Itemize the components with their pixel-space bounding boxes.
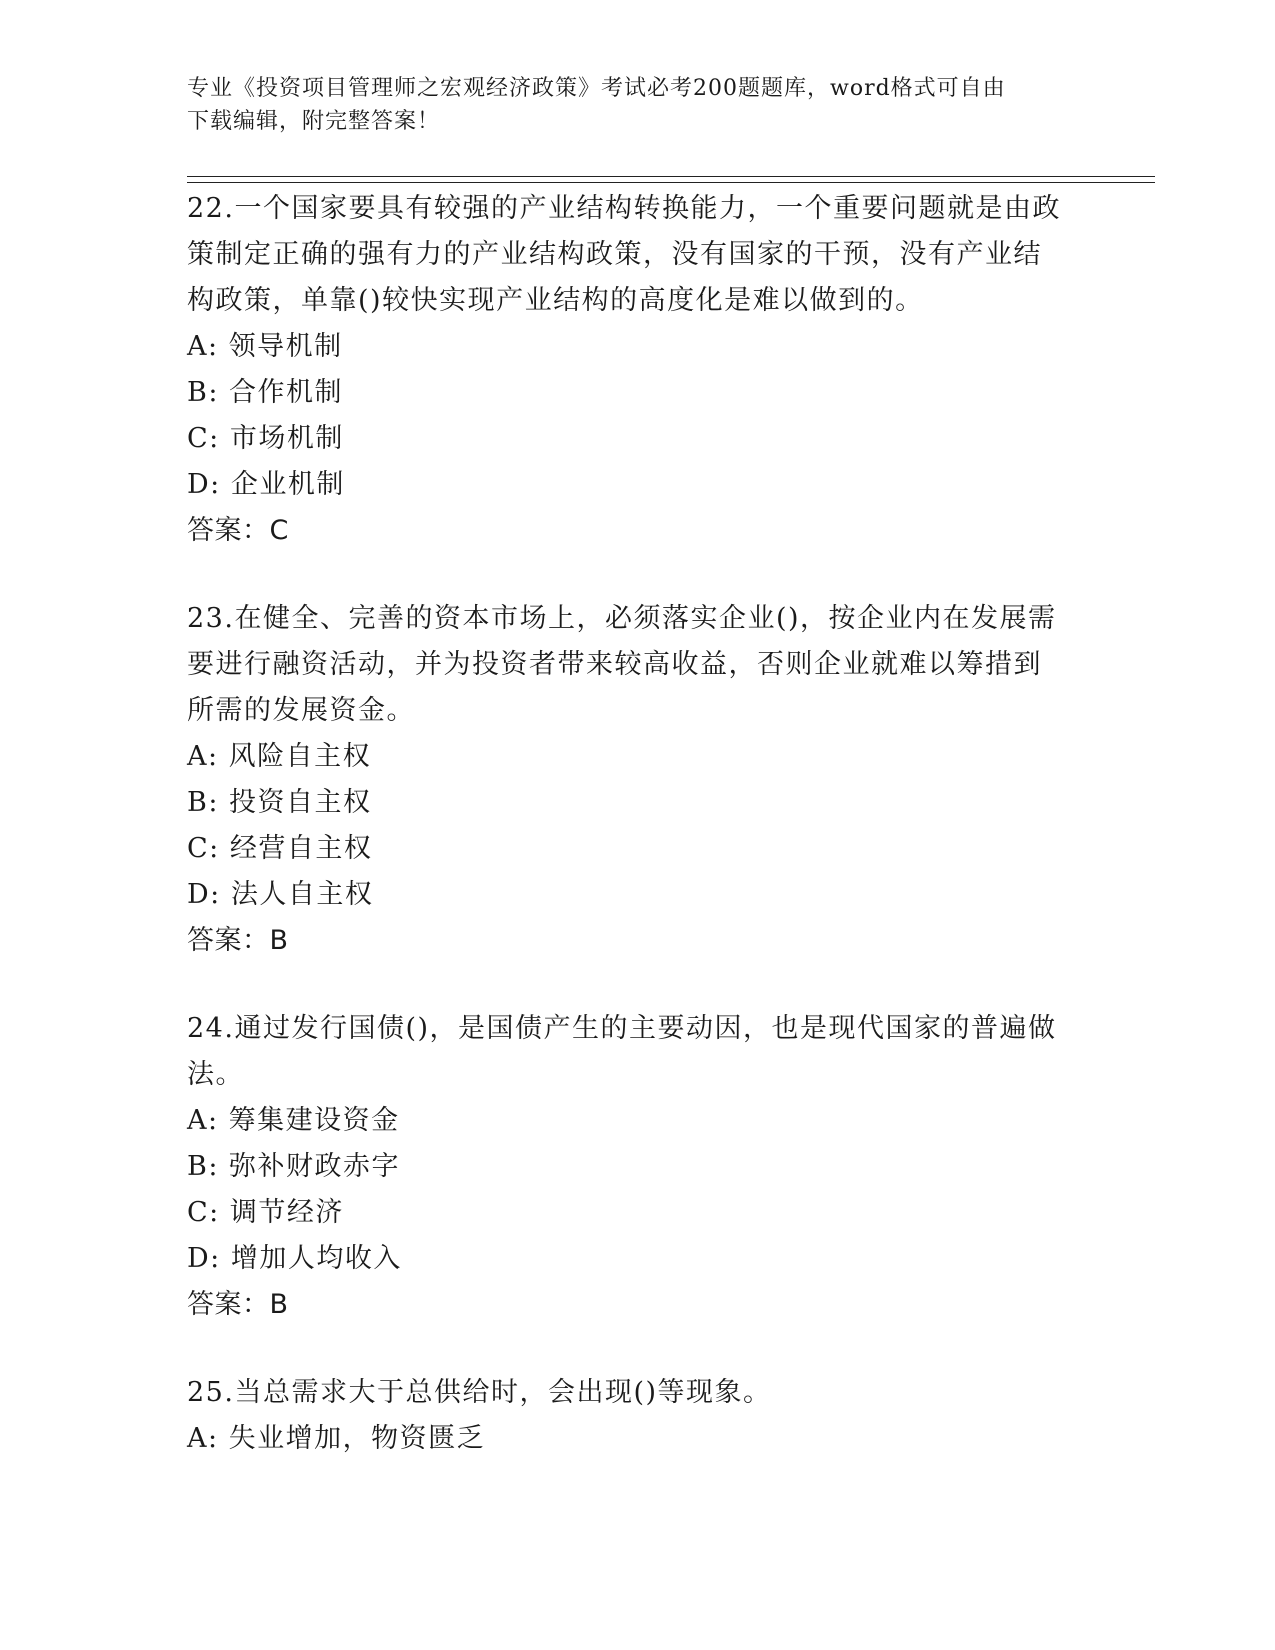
option-a: A: 领导机制 [187, 331, 343, 362]
question-22 [187, 186, 1087, 554]
stem-line: 构政策，单靠()较快实现产业结构的高度化是难以做到的。 [187, 285, 924, 316]
question-stem [187, 1006, 1087, 1098]
answer: 答案：B [187, 1289, 289, 1320]
option-a: A: 筹集建设资金 [187, 1105, 400, 1136]
stem-line: 法。 [187, 1059, 244, 1090]
header-divider-top [187, 176, 1155, 177]
stem-line: 策制定正确的强有力的产业结构政策，没有国家的干预，没有产业结 [187, 239, 1042, 270]
option-d: D: 法人自主权 [187, 879, 374, 910]
question-23 [187, 596, 1087, 964]
stem-line: 22.一个国家要具有较强的产业结构转换能力，一个重要问题就是由政 [187, 193, 1061, 224]
question-24 [187, 1006, 1087, 1328]
question-stem [187, 186, 1087, 324]
option-d: D: 企业机制 [187, 469, 345, 500]
question-stem [187, 1370, 1087, 1416]
stem-line: 24.通过发行国债()，是国债产生的主要动因，也是现代国家的普遍做 [187, 1013, 1057, 1044]
option-a: A: 失业增加，物资匮乏 [187, 1423, 486, 1454]
header-line-1: 专业《投资项目管理师之宏观经济政策》考试必考200题题库，word格式可自由 [187, 76, 1006, 101]
stem-line: 25.当总需求大于总供给时，会出现()等现象。 [187, 1377, 772, 1408]
header-divider-bottom [187, 182, 1155, 183]
option-c: C: 市场机制 [187, 423, 344, 454]
option-c: C: 调节经济 [187, 1197, 344, 1228]
answer: 答案：C [187, 515, 289, 546]
option-c: C: 经营自主权 [187, 833, 373, 864]
stem-line: 所需的发展资金。 [187, 695, 415, 726]
question-25 [187, 1370, 1087, 1462]
question-list [187, 186, 1087, 1504]
option-b: B: 弥补财政赤字 [187, 1151, 401, 1182]
option-b: B: 合作机制 [187, 377, 344, 408]
option-d: D: 增加人均收入 [187, 1243, 402, 1274]
answer: 答案：B [187, 925, 289, 956]
stem-line: 23.在健全、完善的资本市场上，必须落实企业()，按企业内在发展需 [187, 603, 1057, 634]
stem-line: 要进行融资活动，并为投资者带来较高收益，否则企业就难以筹措到 [187, 649, 1042, 680]
document-header [187, 72, 1087, 138]
question-stem [187, 596, 1087, 734]
option-a: A: 风险自主权 [187, 741, 372, 772]
option-b: B: 投资自主权 [187, 787, 372, 818]
header-line-2: 下载编辑，附完整答案！ [187, 109, 441, 134]
